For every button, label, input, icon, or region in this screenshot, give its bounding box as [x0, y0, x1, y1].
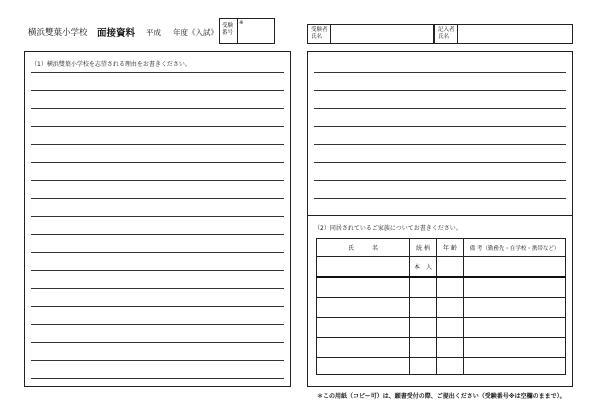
cell-age[interactable]	[437, 358, 464, 375]
cell-relation[interactable]	[410, 358, 437, 375]
writing-line	[31, 306, 284, 307]
filler-name-label-1: 記入者	[438, 27, 455, 33]
table-row	[317, 257, 566, 278]
cell-remarks[interactable]	[464, 277, 566, 298]
cell-age[interactable]	[437, 298, 464, 318]
cell-name[interactable]	[317, 277, 410, 298]
writing-line	[314, 90, 566, 91]
writing-line	[31, 234, 284, 235]
family-table	[316, 238, 566, 375]
writing-line	[31, 360, 284, 361]
cell-relation: 本 人	[410, 257, 437, 278]
cell-relation[interactable]	[410, 338, 437, 358]
document-title: 面接資料	[97, 28, 136, 39]
cell-age[interactable]	[437, 277, 464, 298]
header-age: 年 齢	[437, 239, 464, 257]
motivation-answer-box[interactable]	[24, 51, 291, 387]
family-table-header	[317, 239, 566, 257]
header-relation: 続 柄	[410, 239, 437, 257]
footer-note: ＊この用紙（コピー可）は、願書受付の際、ご提出ください（受験番号※は空欄のままで）。	[317, 393, 566, 400]
writing-line	[31, 342, 284, 343]
writing-line	[314, 162, 566, 163]
cell-name[interactable]	[317, 318, 410, 338]
table-row	[317, 298, 566, 318]
header-name: 氏 名	[317, 239, 410, 257]
cell-remarks[interactable]	[464, 338, 566, 358]
writing-line	[31, 180, 284, 181]
writing-line	[31, 144, 284, 145]
table-row	[317, 277, 566, 298]
writing-line	[31, 324, 284, 325]
cell-age[interactable]	[437, 257, 464, 278]
header-remarks: 備 考（勤務先・在学校・携帯など）	[464, 239, 566, 257]
writing-line	[31, 90, 284, 91]
exam-number-label-2: 番号	[222, 30, 234, 36]
cell-remarks[interactable]	[464, 298, 566, 318]
exam-number-label-1: 受験	[222, 23, 234, 29]
cell-relation[interactable]	[410, 277, 437, 298]
writing-line	[314, 180, 566, 181]
writing-line	[31, 216, 284, 217]
exam-number-box[interactable]	[219, 18, 275, 44]
exam-number-mark: ※	[239, 20, 244, 26]
cell-remarks[interactable]	[464, 318, 566, 338]
table-row	[317, 318, 566, 338]
school-name: 横浜雙葉小学校	[28, 28, 88, 38]
examinee-name-label-1: 受験者	[311, 27, 328, 33]
cell-remarks[interactable]	[464, 358, 566, 375]
writing-line	[314, 198, 566, 199]
examinee-name-label-2: 氏名	[311, 34, 323, 40]
writing-line	[31, 72, 284, 73]
table-row	[317, 358, 566, 375]
cell-age[interactable]	[437, 338, 464, 358]
cell-name[interactable]	[317, 358, 410, 375]
examinee-name-box[interactable]	[307, 24, 434, 44]
question-1-label: （1）横浜雙葉小学校を志望される理由をお書きください。	[31, 61, 191, 68]
cell-remarks[interactable]	[464, 257, 566, 278]
question-2-label: （2）同居されているご家族についてお書きください。	[314, 225, 462, 232]
cell-age[interactable]	[437, 318, 464, 338]
writing-line	[31, 162, 284, 163]
writing-line	[31, 198, 284, 199]
era-label: 平成	[146, 28, 161, 37]
cell-name[interactable]	[317, 338, 410, 358]
writing-line	[314, 108, 566, 109]
writing-line	[314, 144, 566, 145]
right-panel	[307, 51, 573, 387]
cell-name[interactable]	[317, 257, 410, 278]
cell-relation[interactable]	[410, 318, 437, 338]
writing-line	[31, 288, 284, 289]
filler-name-label-2: 氏名	[438, 34, 450, 40]
writing-line	[31, 108, 284, 109]
writing-line	[31, 270, 284, 271]
cell-name[interactable]	[317, 298, 410, 318]
writing-line	[31, 378, 284, 379]
filler-name-box[interactable]	[434, 24, 573, 44]
cell-relation[interactable]	[410, 298, 437, 318]
table-row	[317, 338, 566, 358]
year-label: 年度《入試》	[173, 28, 218, 37]
writing-line	[314, 72, 566, 73]
writing-line	[31, 126, 284, 127]
writing-line	[31, 252, 284, 253]
writing-line	[314, 126, 566, 127]
